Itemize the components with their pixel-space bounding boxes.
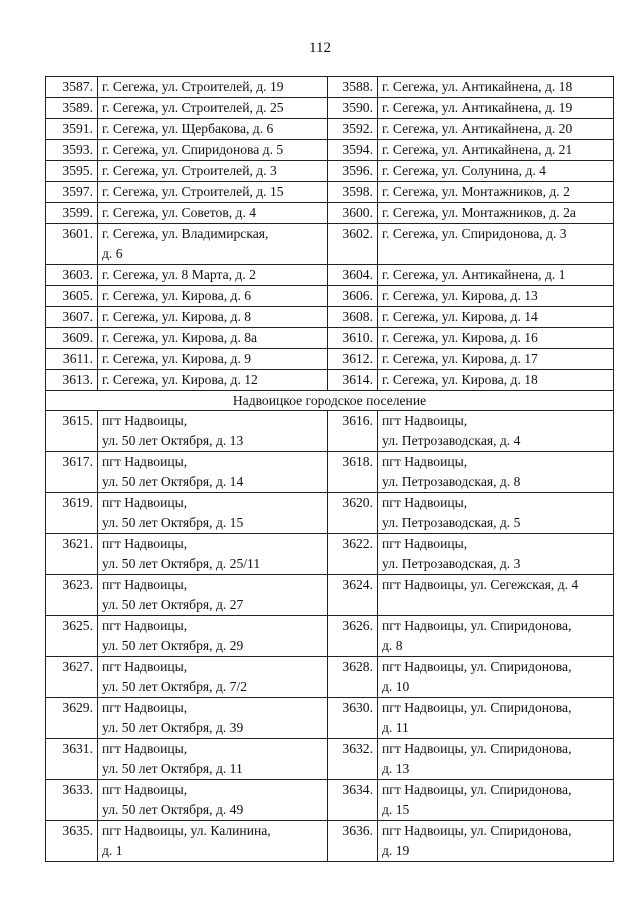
entry-number: 3625.	[46, 616, 98, 657]
entry-address: г. Сегежа, ул. Антикайнена, д. 19	[378, 98, 614, 119]
table-row	[46, 349, 614, 370]
address-line-2: д. 11	[382, 720, 409, 735]
address-line-1: пгт Надвоицы, ул. Спиридонова,	[382, 782, 572, 797]
address-line-1: пгт Надвоицы,	[102, 495, 188, 510]
table-row	[46, 493, 614, 534]
entry-number: 3628.	[328, 657, 378, 698]
address-line-1: пгт Надвоицы,	[382, 454, 468, 469]
entry-address	[98, 739, 328, 780]
section-row	[46, 391, 614, 411]
entry-number: 3622.	[328, 534, 378, 575]
entry-number: 3630.	[328, 698, 378, 739]
address-line-2: ул. 50 лет Октября, д. 49	[102, 802, 244, 817]
entry-address: г. Сегежа, ул. Кирова, д. 8а	[98, 328, 328, 349]
address-line-1: пгт Надвоицы, ул. Спиридонова,	[382, 659, 572, 674]
address-line-2: д. 1	[102, 843, 123, 858]
entry-address: г. Сегежа, ул. Кирова, д. 12	[98, 370, 328, 391]
entry-address: г. Сегежа, ул. Строителей, д. 25	[98, 98, 328, 119]
entry-number: 3624.	[328, 575, 378, 616]
entry-address: г. Сегежа, ул. Антикайнена, д. 1	[378, 265, 614, 286]
address-line-1: пгт Надвоицы,	[382, 536, 468, 551]
address-line-1: пгт Надвоицы,	[102, 782, 188, 797]
entry-address	[98, 224, 328, 265]
entry-number: 3609.	[46, 328, 98, 349]
table-row	[46, 140, 614, 161]
entry-address	[98, 575, 328, 616]
entry-address: г. Сегежа, ул. Кирова, д. 18	[378, 370, 614, 391]
entry-address: г. Сегежа, ул. Монтажников, д. 2	[378, 182, 614, 203]
entry-address: г. Сегежа, ул. Строителей, д. 15	[98, 182, 328, 203]
entry-number: 3621.	[46, 534, 98, 575]
entry-number: 3591.	[46, 119, 98, 140]
table-row	[46, 616, 614, 657]
table-row	[46, 452, 614, 493]
table-row	[46, 534, 614, 575]
entry-number: 3588.	[328, 77, 378, 98]
address-line-2: ул. 50 лет Октября, д. 7/2	[102, 679, 248, 694]
entry-number: 3613.	[46, 370, 98, 391]
entry-address	[378, 616, 614, 657]
entry-number: 3615.	[46, 411, 98, 452]
entry-address	[98, 493, 328, 534]
entry-address	[98, 452, 328, 493]
address-line-2: ул. Петрозаводская, д. 4	[382, 433, 521, 448]
entry-number: 3587.	[46, 77, 98, 98]
entry-number: 3607.	[46, 307, 98, 328]
address-line-2: ул. Петрозаводская, д. 8	[382, 474, 521, 489]
entry-number: 3602.	[328, 224, 378, 265]
entry-address	[378, 452, 614, 493]
entry-address: г. Сегежа, ул. Кирова, д. 6	[98, 286, 328, 307]
entry-number: 3604.	[328, 265, 378, 286]
entry-address	[378, 657, 614, 698]
address-line-1: пгт Надвоицы,	[102, 413, 188, 428]
entry-address	[98, 657, 328, 698]
entry-number: 3594.	[328, 140, 378, 161]
table-row	[46, 328, 614, 349]
entry-address: г. Сегежа, ул. Антикайнена, д. 21	[378, 140, 614, 161]
address-line-2: ул. Петрозаводская, д. 3	[382, 556, 521, 571]
entry-address: г. Сегежа, ул. Спиридонова д. 5	[98, 140, 328, 161]
entry-number: 3600.	[328, 203, 378, 224]
entry-address: г. Сегежа, ул. Спиридонова, д. 3	[378, 224, 614, 265]
entry-number: 3631.	[46, 739, 98, 780]
entry-number: 3626.	[328, 616, 378, 657]
entry-address	[378, 575, 614, 616]
entry-number: 3635.	[46, 821, 98, 862]
entry-address: г. Сегежа, ул. Антикайнена, д. 18	[378, 77, 614, 98]
entry-number: 3634.	[328, 780, 378, 821]
entry-address	[378, 411, 614, 452]
address-line-1: пгт Надвоицы,	[102, 659, 188, 674]
entry-number: 3597.	[46, 182, 98, 203]
entry-number: 3619.	[46, 493, 98, 534]
entry-number: 3616.	[328, 411, 378, 452]
entry-number: 3632.	[328, 739, 378, 780]
entry-number: 3629.	[46, 698, 98, 739]
page-number: 112	[309, 40, 331, 56]
address-line-1: пгт Надвоицы, ул. Спиридонова,	[382, 823, 572, 838]
address-line-2: ул. 50 лет Октября, д. 11	[102, 761, 243, 776]
entry-address: г. Сегежа, ул. Кирова, д. 17	[378, 349, 614, 370]
entry-address: г. Сегежа, ул. Кирова, д. 14	[378, 307, 614, 328]
address-line-1: пгт Надвоицы, ул. Калинина,	[102, 823, 271, 838]
section-title: Надвоицкое городское поселение	[46, 391, 614, 411]
entry-number: 3608.	[328, 307, 378, 328]
table-row	[46, 286, 614, 307]
entry-number: 3633.	[46, 780, 98, 821]
address-line-2	[382, 593, 609, 596]
entry-address: г. Сегежа, ул. Советов, д. 4	[98, 203, 328, 224]
entry-number: 3623.	[46, 575, 98, 616]
address-line-1: пгт Надвоицы,	[102, 454, 188, 469]
address-line-2: д. 10	[382, 679, 410, 694]
address-line-2: д. 8	[382, 638, 403, 653]
entry-address: г. Сегежа, ул. Кирова, д. 8	[98, 307, 328, 328]
entry-address: г. Сегежа, ул. Кирова, д. 16	[378, 328, 614, 349]
entry-number: 3595.	[46, 161, 98, 182]
entry-number: 3590.	[328, 98, 378, 119]
address-line-2: д. 19	[382, 843, 410, 858]
table-row	[46, 739, 614, 780]
address-line-2: д. 15	[382, 802, 410, 817]
address-line-1: пгт Надвоицы,	[382, 495, 468, 510]
entry-address	[98, 698, 328, 739]
entry-number: 3605.	[46, 286, 98, 307]
entry-number: 3599.	[46, 203, 98, 224]
entry-address	[98, 821, 328, 862]
address-table	[45, 76, 614, 862]
address-line-2: ул. 50 лет Октября, д. 13	[102, 433, 244, 448]
table-row	[46, 119, 614, 140]
entry-address	[98, 780, 328, 821]
entry-address: г. Сегежа, ул. Кирова, д. 13	[378, 286, 614, 307]
entry-address: г. Сегежа, ул. Антикайнена, д. 20	[378, 119, 614, 140]
entry-address: г. Сегежа, ул. Солунина, д. 4	[378, 161, 614, 182]
address-line-2: ул. 50 лет Октября, д. 29	[102, 638, 244, 653]
entry-number: 3618.	[328, 452, 378, 493]
entry-number: 3617.	[46, 452, 98, 493]
entry-address	[98, 616, 328, 657]
table-row	[46, 657, 614, 698]
address-line-2: ул. 50 лет Октября, д. 15	[102, 515, 244, 530]
entry-address	[378, 739, 614, 780]
table-row	[46, 182, 614, 203]
address-line-1: пгт Надвоицы, ул. Спиридонова,	[382, 741, 572, 756]
entry-number: 3612.	[328, 349, 378, 370]
entry-address: г. Сегежа, ул. 8 Марта, д. 2	[98, 265, 328, 286]
address-line-2: д. 13	[382, 761, 410, 776]
entry-number: 3601.	[46, 224, 98, 265]
entry-address: г. Сегежа, ул. Строителей, д. 19	[98, 77, 328, 98]
address-line-1: пгт Надвоицы,	[102, 741, 188, 756]
table-row	[46, 203, 614, 224]
entry-number: 3603.	[46, 265, 98, 286]
address-line-2: ул. 50 лет Октября, д. 25/11	[102, 556, 261, 571]
address-table-body	[46, 77, 614, 862]
entry-number: 3620.	[328, 493, 378, 534]
entry-address	[378, 534, 614, 575]
address-line-1: пгт Надвоицы,	[382, 413, 468, 428]
table-row	[46, 698, 614, 739]
table-row	[46, 411, 614, 452]
table-row	[46, 161, 614, 182]
table-row	[46, 307, 614, 328]
table-row	[46, 77, 614, 98]
entry-number: 3636.	[328, 821, 378, 862]
entry-number: 3606.	[328, 286, 378, 307]
entry-number: 3611.	[46, 349, 98, 370]
address-line-1: пгт Надвоицы, ул. Сегежская, д. 4	[382, 577, 579, 592]
table-row	[46, 575, 614, 616]
entry-number: 3598.	[328, 182, 378, 203]
table-row	[46, 821, 614, 862]
address-line-2: ул. 50 лет Октября, д. 27	[102, 597, 244, 612]
entry-address	[98, 411, 328, 452]
entry-number: 3610.	[328, 328, 378, 349]
entry-number: 3627.	[46, 657, 98, 698]
entry-address	[98, 534, 328, 575]
entry-address	[378, 493, 614, 534]
address-line-2: ул. Петрозаводская, д. 5	[382, 515, 521, 530]
address-line-1: пгт Надвоицы,	[102, 618, 188, 633]
entry-address: г. Сегежа, ул. Строителей, д. 3	[98, 161, 328, 182]
entry-address	[378, 780, 614, 821]
table-row	[46, 780, 614, 821]
table-row	[46, 370, 614, 391]
entry-number: 3596.	[328, 161, 378, 182]
entry-address: г. Сегежа, ул. Монтажников, д. 2а	[378, 203, 614, 224]
entry-address	[378, 698, 614, 739]
entry-number: 3614.	[328, 370, 378, 391]
entry-address	[378, 821, 614, 862]
table-row	[46, 224, 614, 265]
table-row	[46, 265, 614, 286]
entry-number: 3589.	[46, 98, 98, 119]
address-line-2: ул. 50 лет Октября, д. 14	[102, 474, 244, 489]
entry-number: 3592.	[328, 119, 378, 140]
address-line-2: д. 6	[102, 246, 123, 261]
address-line-1: пгт Надвоицы,	[102, 536, 188, 551]
address-line-1: пгт Надвоицы, ул. Спиридонова,	[382, 700, 572, 715]
address-line-1: пгт Надвоицы,	[102, 577, 188, 592]
address-line-1: пгт Надвоицы, ул. Спиридонова,	[382, 618, 572, 633]
entry-number: 3593.	[46, 140, 98, 161]
entry-address: г. Сегежа, ул. Кирова, д. 9	[98, 349, 328, 370]
table-row	[46, 98, 614, 119]
address-line-2: ул. 50 лет Октября, д. 39	[102, 720, 244, 735]
address-line-1: пгт Надвоицы,	[102, 700, 188, 715]
address-line-1: г. Сегежа, ул. Владимирская,	[102, 226, 269, 241]
entry-address: г. Сегежа, ул. Щербакова, д. 6	[98, 119, 328, 140]
